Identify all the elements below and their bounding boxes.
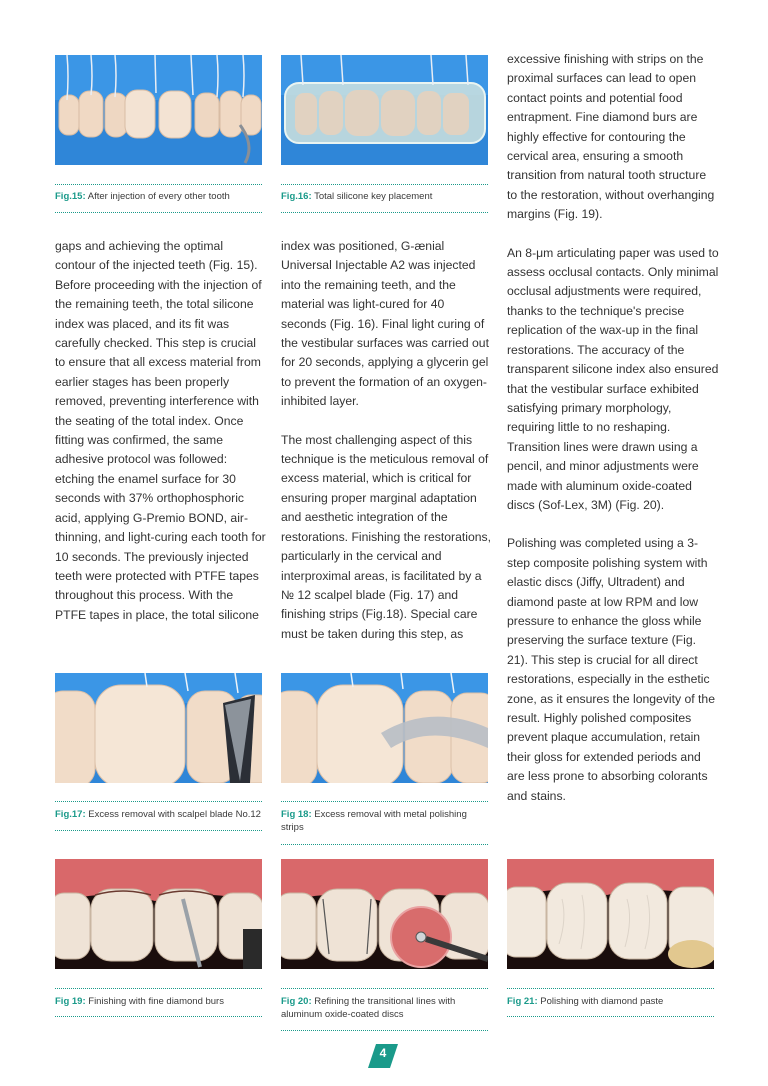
fig17-label: Fig.17: (55, 809, 86, 820)
fig15-photo (55, 55, 262, 165)
fig19-caption (55, 995, 265, 1008)
fig21-label: Fig 21: (507, 996, 538, 1007)
fig16-rule-bottom (281, 212, 488, 213)
fig17-caption (55, 808, 270, 821)
fig21-caption (507, 995, 717, 1008)
fig19-label: Fig 19: (55, 996, 86, 1007)
col1-paragraph-1: gaps and achieving the optimal contour of the injected teeth (Fig. 15). Before proceeding with the injection of the remaining teeth, the total silicone index was placed, and its fit was carefully checked. This step is crucial to ensure that all excess material from earlier stages has been properly removed, preventing interference with the seating of the total index. Once fitting was confirmed, the same adhesive protocol was followed: etching the enamel surface for 30 seconds with 37% orthophosphoric acid, applying G-Premio BOND, air-thinning, and light-curing each tooth for 10 seconds. The previously injected teeth were protected with PTFE tapes throughout this process. With the PTFE tapes in place, the total silicone (55, 239, 266, 622)
fig18-text: Excess removal with metal polishing strips (281, 809, 467, 833)
fig18-caption (281, 808, 491, 834)
fig17-rule-top (55, 801, 262, 802)
page-number-badge (368, 1044, 398, 1068)
fig16-photo (281, 55, 488, 165)
fig18-rule-bottom (281, 844, 488, 845)
fig19-photo (55, 859, 262, 969)
text-column-1 (55, 237, 267, 644)
fig21-text: Polishing with diamond paste (540, 996, 664, 1007)
fig15-rule-top (55, 184, 262, 185)
fig19-rule-bottom (55, 1016, 262, 1017)
fig18-label: Fig 18: (281, 809, 312, 820)
fig21-rule-top (507, 988, 714, 989)
text-column-2 (281, 237, 493, 663)
fig21-rule-bottom (507, 1016, 714, 1017)
fig21-photo (507, 859, 714, 969)
fig20-text: Refining the transitional lines with aluminum oxide-coated discs (281, 996, 456, 1020)
col3-paragraph-3: Polishing was completed using a 3-step composite polishing system with elastic discs (Jiffy, Ultradent) and diamond paste at low RPM and low pressure to enhance the gloss while preserving the surface texture (Fig. 21). This step is crucial for all direct restorations, especially in the esthetic zone, as it ensures the longevity of the result. Highly polished composites prevent plaque accumulation, retain their gloss for extended periods and are less prone to absorbing colorants and stains. (507, 536, 715, 803)
fig18-rule-top (281, 801, 488, 802)
fig20-photo (281, 859, 488, 969)
fig17-rule-bottom (55, 830, 262, 831)
fig15-caption (55, 190, 265, 203)
col2-paragraph-2: The most challenging aspect of this technique is the meticulous removal of excess material, which is critical for ensuring proper marginal adaptation and aesthetic integration of the restorations. Finishing the restorations, particularly in the cervical and interproximal areas, is facilitated by a № 12 scalpel blade (Fig. 17) and finishing strips (Fig.18). Special care must be taken during this step, as (281, 432, 491, 641)
text-column-3 (507, 50, 719, 825)
col3-paragraph-1: excessive finishing with strips on the proximal surfaces can lead to open contact points and potential food entrapment. Fine diamond burs are highly effective for contouring the cervical area, ensuring a smooth transition from natural tooth structure to the restoration, without overhanging margins (Fig. 19). (507, 52, 715, 222)
fig15-text: After injection of every other tooth (87, 191, 230, 202)
fig16-label: Fig.16: (281, 191, 312, 202)
fig15-label: Fig.15: (55, 191, 86, 202)
fig20-caption (281, 995, 491, 1021)
fig16-text: Total silicone key placement (314, 191, 433, 202)
fig17-text: Excess removal with scalpel blade No.12 (88, 809, 261, 820)
col3-paragraph-2: An 8-μm articulating paper was used to assess occlusal contacts. Only minimal occlusal adjustments were required, thanks to the technique's precise replication of the wax-up in the final restorations. The accuracy of the transparent silicone index also ensured that the vestibular surface exhibited satisfying primary morphology, requiring little to no reshaping. Transition lines were drawn using a pencil, and minor adjustments were made with aluminum oxide-coated discs (Sof-Lex, 3M) (Fig. 20). (507, 245, 719, 512)
fig19-text: Finishing with fine diamond burs (88, 996, 224, 1007)
fig20-rule-top (281, 988, 488, 989)
fig20-rule-bottom (281, 1030, 488, 1031)
fig16-caption (281, 190, 491, 203)
fig18-photo (281, 673, 488, 783)
fig17-photo (55, 673, 262, 783)
fig16-rule-top (281, 184, 488, 185)
col2-paragraph-1: index was positioned, G-ænial Universal Injectable A2 was injected into the remaining teeth, and the material was light-cured for 40 seconds (Fig. 16). Final light curing of the vestibular surfaces was carried out for 20 seconds, applying a glycerin gel to prevent the formation of an oxygen-inhibited layer. (281, 239, 489, 409)
fig15-rule-bottom (55, 212, 262, 213)
page-number: 4 (379, 1046, 387, 1060)
fig19-rule-top (55, 988, 262, 989)
fig20-label: Fig 20: (281, 996, 312, 1007)
